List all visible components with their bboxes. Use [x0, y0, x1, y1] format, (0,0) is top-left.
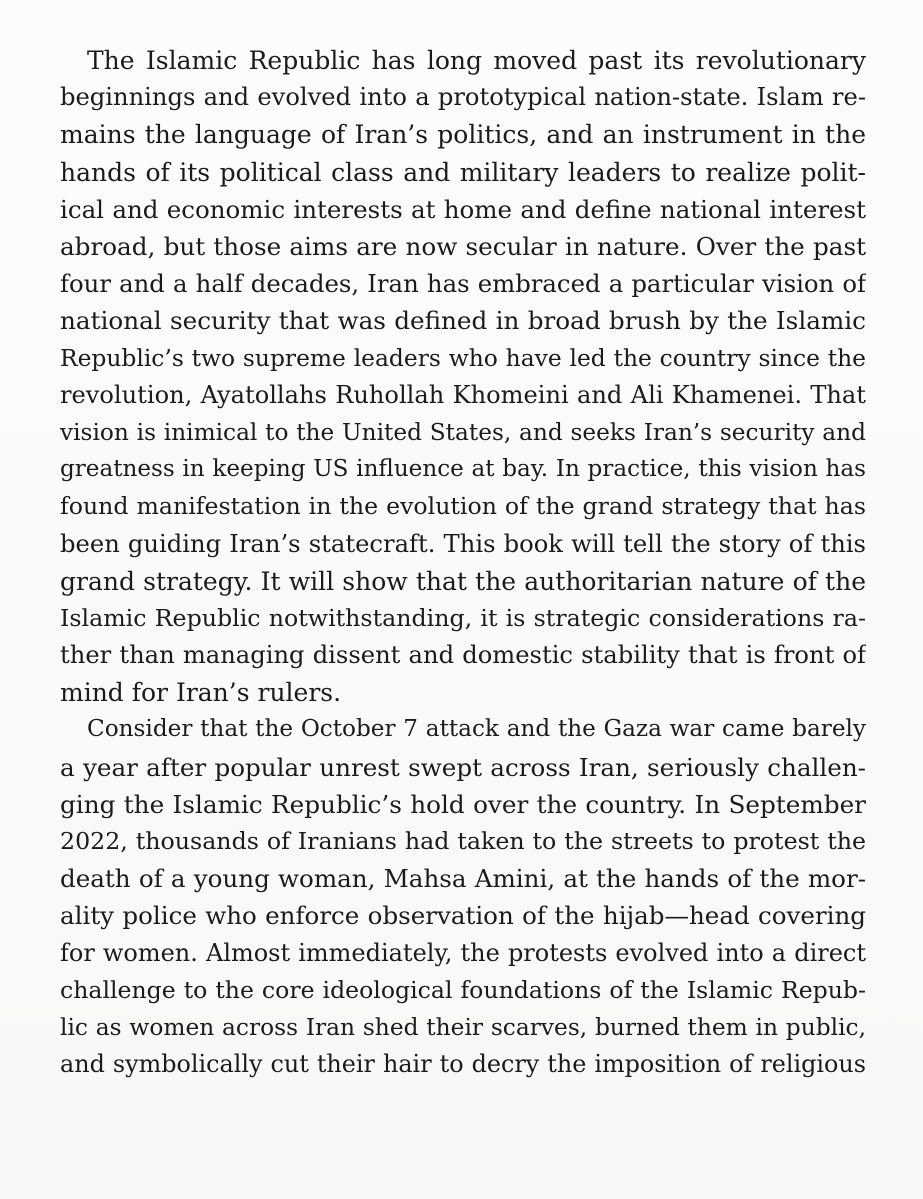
text-line: a year after popular unrest swept across Iran, seriously challen-	[60, 752, 866, 782]
text-line: four and a half decades, Iran has embraced a particular vision of	[60, 269, 866, 299]
text-line: vision is inimical to the United States, and seeks Iran’s security and	[60, 418, 866, 446]
text-line: hands of its political class and military leaders to realize polit-	[60, 157, 866, 187]
text-line: ther than managing dissent and domestic stability that is front of	[60, 641, 866, 669]
text-line: and symbolically cut their hair to decry the imposition of religious	[60, 1050, 866, 1079]
text-line: found manifestation in the evolution of the grand strategy that has	[60, 492, 866, 521]
text-line: Consider that the October 7 attack and the Gaza war came barely	[87, 716, 866, 743]
text-line: grand strategy. It will show that the authoritarian nature of the	[60, 566, 866, 596]
text-line: Islamic Republic notwithstanding, it is strategic considerations ra-	[60, 603, 866, 632]
text-line: beginnings and evolved into a prototypical nation-state. Islam re-	[60, 83, 866, 112]
text-line: 2022, thousands of Iranians had taken to the streets to protest the	[60, 826, 866, 855]
text-line: Republic’s two supreme leaders who have led the country since the	[60, 343, 866, 372]
text-line: national security that was defined in broad brush by the Islamic	[60, 306, 866, 336]
text-line: The Islamic Republic has long moved past its revolutionary	[87, 46, 866, 75]
text-line: for women. Almost immediately, the protests evolved into a direct	[60, 938, 866, 967]
text-line: mains the language of Iran’s politics, and an instrument in the	[60, 120, 866, 150]
text-line: ging the Islamic Republic’s hold over the country. In September	[60, 789, 866, 819]
paragraph-2	[60, 711, 866, 1083]
text-line: ical and economic interests at home and define national interest	[60, 194, 866, 224]
text-line: challenge to the core ideological foundations of the Islamic Repub-	[60, 975, 866, 1004]
text-line: ality police who enforce observation of the hijab—head covering	[60, 901, 866, 931]
body-text	[60, 42, 866, 1083]
text-line: mind for Iran’s rulers.	[60, 678, 342, 708]
text-line: revolution, Ayatollahs Ruhollah Khomeini and Ali Khamenei. That	[60, 380, 866, 409]
paragraph-1	[60, 42, 866, 711]
text-line: been guiding Iran’s statecraft. This book will tell the story of this	[60, 529, 866, 559]
text-line: death of a young woman, Mahsa Amini, at the hands of the mor-	[60, 864, 866, 894]
text-line: lic as women across Iran shed their scarves, burned them in public,	[60, 1013, 866, 1041]
text-line: abroad, but those aims are now secular in nature. Over the past	[60, 231, 866, 261]
text-line: greatness in keeping US influence at bay. In practice, this vision has	[60, 456, 866, 483]
